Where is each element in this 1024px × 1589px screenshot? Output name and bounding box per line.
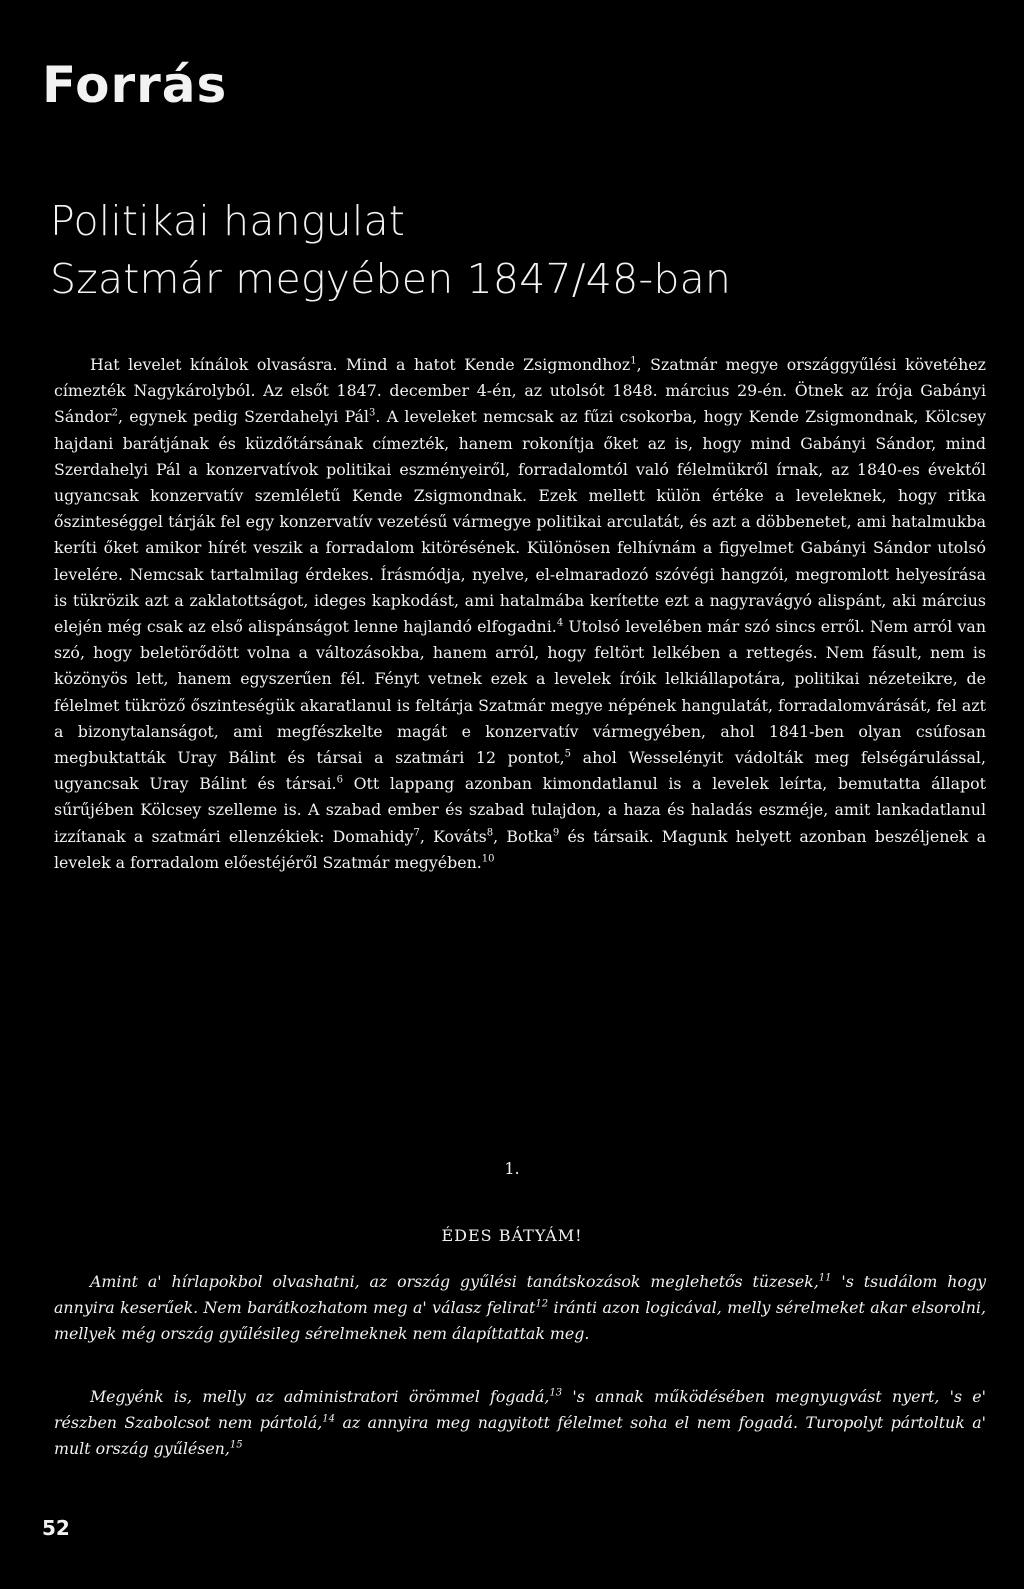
letter-paragraph-1 [54, 1269, 986, 1347]
footnote-ref: 5 [564, 748, 572, 760]
article-title [50, 192, 731, 308]
footnote-ref: 14 [322, 1413, 336, 1425]
footnote-ref: 6 [336, 774, 343, 786]
letter-text-segment: 's tsudálom hogy annyira keserűek. Nem barátkozhatom meg a' válasz felirat [54, 1272, 986, 1317]
letter-number: 1. [504, 1159, 520, 1178]
footnote-ref: 7 [413, 827, 420, 839]
letter-paragraph-2 [54, 1384, 986, 1462]
intro-text-segment: Hat levelet kínálok olvasásra. Mind a hatot Kende Zsigmondhoz [90, 355, 631, 374]
footnote-ref: 1 [630, 355, 637, 367]
intro-text-segment: Utolsó levelében már szó sincs erről. Nem arról van szó, hogy beletörődött volna a változásokba, hanem arról, hogy feltört lelkében a rettegés. Nem fásult, nem is közönyös lett, hanem egyszerűen fél. Fényt vetnek ezek a levelek íróik lelkiállapotára, politikai nézeteikre, de félelmet tükröző őszinteségük akaratlanul is feltárja Szatmár megye népének hangulatát, forradalomvárását, fel azt a bizonytalanságot, ami megfészkelte magát e konzervatív vármegyében, ahol 1841-ben olyan csúfosan megbuktatták Uray Bálint és társai a szatmári 12 pontot, [54, 617, 986, 768]
letter-text-segment: Megyénk is, melly az administratori örömmel fogadá, [90, 1387, 550, 1406]
footnote-ref: 15 [229, 1439, 243, 1451]
footnote-ref: 3 [369, 408, 376, 420]
page-number: 52 [42, 1516, 70, 1540]
intro-text-segment: . A leveleket nemcsak az fűzi csokorba, hogy Kende Zsigmondnak, Kölcsey hajdani barátjának és küzdőtársának címezték, hanem rokonítja őket az is, hogy mind Gabányi Sándor, mind Szerdahelyi Pál a konzervatívok politikai eszményeiről, forradalomtól való félelmükről írnak, az 1840-es évektől ugyancsak konzervatív szemléletű Kende Zsigmondnak. Ezek mellett külön értéke a leveleknek, hogy ritka őszinteséggel tárják fel egy konzervatív vezetésű vármegye politikai arculatát, és azt a döbbenetet, ami hatalmukba keríti őket amikor hírét veszik a forradalom kitörésének. Különösen felhívnám a figyelmet Gabányi Sándor utolsó levelére. Nemcsak tartalmilag érdekes. Írásmódja, nyelve, el-elmaradozó szóvégi hangzói, megromlott helyesírása is tükrözik azt a zaklatottságot, ideges kapkodást, ami hatalmába kerítette ezt a nagyravágyó alispánt, aki március elején még csak az első alispánságot lenne hajlandó elfogadni. [54, 407, 986, 637]
letter-salutation: ÉDES BÁTYÁM! [441, 1226, 583, 1245]
footnote-ref: 4 [556, 617, 564, 629]
footnote-ref: 9 [552, 827, 560, 839]
intro-text-segment: , Kováts [419, 826, 487, 846]
intro-text-segment: Ott lappang azonban kimondatlanul is a levelek leírta, bemutatta állapot sűrűjében Kölcsey szelleme is. A szabad ember és szabad tulajdon, a haza és haladás eszméje, amit lankadatlanul izzítanak a szatmári ellenzékiek: Domahidy [54, 774, 986, 846]
intro-text-segment: és társaik. Magunk helyett azonban beszéljenek a levelek a forradalom előestéjéről Szatmár megyében. [54, 826, 986, 872]
footnote-ref: 12 [535, 1298, 549, 1310]
letter-text-segment: iránti azon logicával, melly sérelmeket akar elsorolni, mellyek még ország gyűlésileg sérelmeknek nem álapíttattak meg. [54, 1298, 986, 1343]
footnote-ref: 10 [481, 853, 495, 865]
letter-text-segment: az annyira meg nagyitott félelmet soha el nem fogadá. Turopolyt pártoltuk a' mult ország gyűlésen, [54, 1413, 986, 1458]
intro-text-segment: ahol Wesselényit vádolták meg felségárulással, ugyancsak Uray Bálint és társai. [54, 748, 986, 794]
footnote-ref: 13 [549, 1387, 563, 1399]
intro-text-segment: , Botka [493, 826, 553, 846]
letter-text-segment: 's annak működésében megnyugvást nyert, 's e' részben Szabolcsot nem pártolá, [54, 1387, 986, 1432]
section-label: Forrás [42, 56, 228, 114]
footnote-ref: 2 [111, 408, 118, 420]
footnote-ref: 11 [818, 1272, 832, 1284]
introduction-paragraph [54, 352, 986, 876]
introduction-text [54, 352, 986, 876]
footnote-ref: 8 [486, 827, 494, 839]
intro-text-segment: , Szatmár megye országgyűlési követéhez címezték Nagykárolyból. Az elsőt 1847. december 4-én, az utolsót 1848. március 29-én. Ötnek az írója Gabányi Sándor [54, 355, 986, 427]
article-title-line-1: Politikai hangulat [50, 197, 406, 245]
intro-text-segment: , egynek pedig Szerdahelyi Pál [117, 407, 369, 427]
letter-text-segment: Amint a' hírlapokbol olvashatni, az ország gyűlési tanátskozások meglehetős tüzesek, [90, 1272, 819, 1291]
article-title-line-2: Szatmár megyében 1847/48-ban [50, 255, 732, 303]
